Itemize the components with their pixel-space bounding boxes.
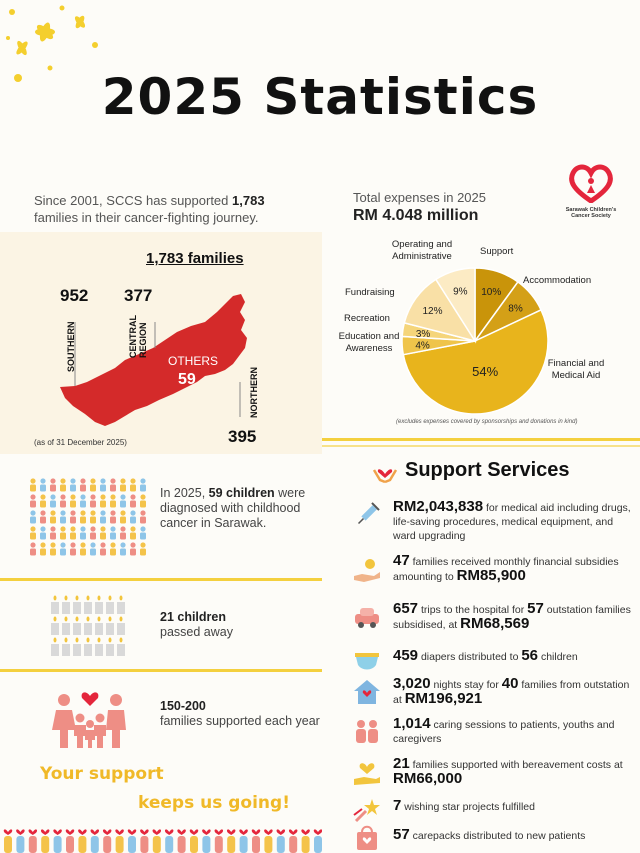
raised-hand <box>66 829 74 853</box>
raised-hand <box>41 829 49 853</box>
slogan-line2: keeps us going! <box>138 793 290 813</box>
child-figure <box>90 510 96 523</box>
raised-hand <box>252 829 260 853</box>
raised-hand <box>239 829 247 853</box>
money-hand-icon <box>352 554 382 584</box>
raised-hand <box>301 829 309 853</box>
child-figure <box>130 510 136 523</box>
child-figure <box>120 478 126 491</box>
child-figure <box>90 526 96 539</box>
candle <box>84 617 92 636</box>
candle <box>95 638 103 657</box>
candle <box>62 596 70 615</box>
southern-label: SOUTHERN <box>66 321 76 372</box>
passed-text: 21 children passed away <box>160 610 233 639</box>
child-figure <box>130 542 136 555</box>
child-figure <box>80 510 86 523</box>
child-figure <box>110 542 116 555</box>
candle <box>95 617 103 636</box>
child-figure <box>100 542 106 555</box>
candle <box>73 638 81 657</box>
child-figure <box>80 542 86 555</box>
raised-hand <box>140 829 148 853</box>
divider-line <box>0 578 322 581</box>
child-figure <box>130 494 136 507</box>
child-figure <box>40 478 46 491</box>
pie-label-operating: Operating and Administrative <box>391 239 453 262</box>
heart-logo-icon <box>569 163 613 203</box>
child-figure <box>70 526 76 539</box>
bag-heart-icon <box>352 822 382 852</box>
candle <box>51 617 59 636</box>
child-figure <box>30 526 36 539</box>
service-item: 657 trips to the hospital for 57 outstation families subsidised, at RM68,569 <box>352 602 637 638</box>
raised-hand <box>190 829 198 853</box>
child-figure <box>130 526 136 539</box>
car-icon <box>352 602 382 632</box>
others-label: OTHERS <box>168 354 219 368</box>
child-figure <box>110 510 116 523</box>
child-figure <box>110 494 116 507</box>
service-item: 57 carepacks distributed to new patients <box>352 822 637 850</box>
child-figure <box>140 526 146 539</box>
child-figure <box>60 510 66 523</box>
expenses-pie-chart <box>400 266 550 416</box>
central-label: CENTRAL REGION <box>128 315 148 358</box>
syringe-icon <box>352 500 382 530</box>
child-figure <box>100 478 106 491</box>
child-figure <box>80 526 86 539</box>
child-figure <box>80 494 86 507</box>
candle <box>73 617 81 636</box>
candle <box>84 596 92 615</box>
asof-note: (as of 31 December 2025) <box>34 438 127 447</box>
child-figure <box>70 494 76 507</box>
child-figure <box>110 478 116 491</box>
raised-hand <box>128 829 136 853</box>
child-figure <box>140 494 146 507</box>
candles-figure <box>48 594 130 658</box>
candle <box>106 617 114 636</box>
southern-count: 952 <box>60 286 89 305</box>
child-figure <box>130 478 136 491</box>
child-figure <box>70 478 76 491</box>
child-figure <box>140 510 146 523</box>
child-figure <box>70 510 76 523</box>
service-item: 47 families received monthly financial subsidies amounting to RM85,900 <box>352 554 637 590</box>
child-figure <box>30 478 36 491</box>
service-item: RM2,043,838 for medical aid including drugs, life-saving procedures, medical equipment, and ward upgrading <box>352 500 637 544</box>
child-figure <box>90 478 96 491</box>
candle <box>95 596 103 615</box>
northern-count: 395 <box>228 427 257 446</box>
raised-hand <box>165 829 173 853</box>
raised-hand <box>78 829 86 853</box>
pie-label-fundraising: Fundraising <box>345 287 395 298</box>
pie-slice-value: 12% <box>422 306 443 318</box>
people-icon <box>352 717 382 747</box>
sccs-logo <box>556 163 626 219</box>
child-figure <box>120 510 126 523</box>
raised-hands-decoration <box>0 822 322 853</box>
others-count: 59 <box>178 371 196 388</box>
supported-text: 150-200 families supported each year <box>160 699 320 728</box>
raised-hand <box>91 829 99 853</box>
candle <box>84 638 92 657</box>
raised-hand <box>16 829 24 853</box>
child-figure <box>120 494 126 507</box>
child-figure <box>40 526 46 539</box>
child-figure <box>60 542 66 555</box>
child-figure <box>50 526 56 539</box>
candle <box>51 596 59 615</box>
child-figure <box>50 542 56 555</box>
raised-hand <box>215 829 223 853</box>
child-figure <box>50 478 56 491</box>
pie-slice-value: 54% <box>472 364 499 380</box>
child-figure <box>100 510 106 523</box>
pie-label-education: Education and Awareness <box>338 331 400 354</box>
candle <box>117 617 125 636</box>
raised-hand <box>53 829 61 853</box>
child-figure <box>100 494 106 507</box>
candle <box>73 596 81 615</box>
child-figure <box>30 542 36 555</box>
service-item: 21 families supported with bereavement costs at RM66,000 <box>352 757 637 793</box>
candle <box>117 596 125 615</box>
pie-slice-value: 3% <box>415 328 431 340</box>
intro-text: Since 2001, SCCS has supported 1,783 families in their cancer-fighting journey. <box>34 193 265 225</box>
raised-hand <box>153 829 161 853</box>
child-figure <box>80 478 86 491</box>
candle <box>117 638 125 657</box>
page-title: 2025 Statistics <box>101 68 539 126</box>
map-title: 1,783 families <box>146 250 244 267</box>
child-figure <box>60 478 66 491</box>
child-figure <box>60 494 66 507</box>
raised-hand <box>277 829 285 853</box>
pie-slice-value: 4% <box>415 340 430 352</box>
child-figure <box>110 526 116 539</box>
expenses-value: RM 4.048 million <box>353 207 479 224</box>
raised-hand <box>264 829 272 853</box>
raised-hand <box>115 829 123 853</box>
candle <box>51 638 59 657</box>
child-figure <box>40 510 46 523</box>
raised-hand <box>289 829 297 853</box>
pie-slice-value: 10% <box>481 287 502 299</box>
candle <box>106 596 114 615</box>
child-figure <box>140 478 146 491</box>
child-figure <box>120 526 126 539</box>
service-item: 3,020 nights stay for 40 families from outstation at RM196,921 <box>352 677 637 713</box>
child-figure <box>50 494 56 507</box>
pie-slice-value: 8% <box>508 303 523 315</box>
child-figure <box>140 542 146 555</box>
child-figure <box>70 542 76 555</box>
child-figure <box>100 526 106 539</box>
candle <box>106 638 114 657</box>
hand-heart-icon <box>352 757 382 787</box>
service-item: 1,014 caring sessions to patients, youths and caregivers <box>352 717 637 753</box>
raised-hand <box>177 829 185 853</box>
children-figures <box>28 476 148 558</box>
pie-label-financial: Financial and Medical Aid <box>547 358 605 381</box>
raised-hand <box>4 829 12 853</box>
child-figure <box>60 526 66 539</box>
child-figure <box>30 494 36 507</box>
service-item: 7 wishing star projects fulfilled <box>352 795 637 823</box>
shooting-star-icon <box>352 795 382 825</box>
home-heart-icon <box>352 677 382 707</box>
child-figure <box>90 542 96 555</box>
child-figure <box>40 494 46 507</box>
child-figure <box>120 542 126 555</box>
diagnosed-text: In 2025, 59 children were diagnosed with childhood cancer in Sarawak. <box>160 486 306 530</box>
candle <box>62 638 70 657</box>
raised-hand <box>29 829 37 853</box>
raised-hand <box>103 829 111 853</box>
central-count: 377 <box>124 286 153 305</box>
candle <box>62 617 70 636</box>
raised-hand <box>314 829 322 853</box>
pie-label-support: Support <box>480 246 514 257</box>
service-item: 459 diapers distributed to 56 children <box>352 645 637 671</box>
family-icon <box>50 688 130 750</box>
expenses-note: (excludes expenses covered by sponsorships and donations in kind) <box>396 419 578 425</box>
child-figure <box>40 542 46 555</box>
services-title: Support Services <box>405 459 570 481</box>
expenses-label: Total expenses in 2025 <box>353 190 486 205</box>
northern-label: NORTHERN <box>249 367 259 418</box>
child-figure <box>30 510 36 523</box>
pie-label-recreation: Recreation <box>344 313 390 324</box>
pie-slice-value: 9% <box>453 286 468 298</box>
heart-hands-icon <box>372 460 398 484</box>
child-figure <box>90 494 96 507</box>
raised-hand <box>227 829 235 853</box>
divider-line <box>0 669 322 672</box>
diaper-icon <box>352 645 382 675</box>
child-figure <box>50 510 56 523</box>
logo-name: Sarawak Children's Cancer Society <box>565 207 617 219</box>
pie-label-accommodation: Accommodation <box>523 275 592 286</box>
slogan-line1: Your support <box>40 764 164 784</box>
divider-line <box>322 445 640 447</box>
raised-hand <box>202 829 210 853</box>
divider-line <box>322 438 640 441</box>
